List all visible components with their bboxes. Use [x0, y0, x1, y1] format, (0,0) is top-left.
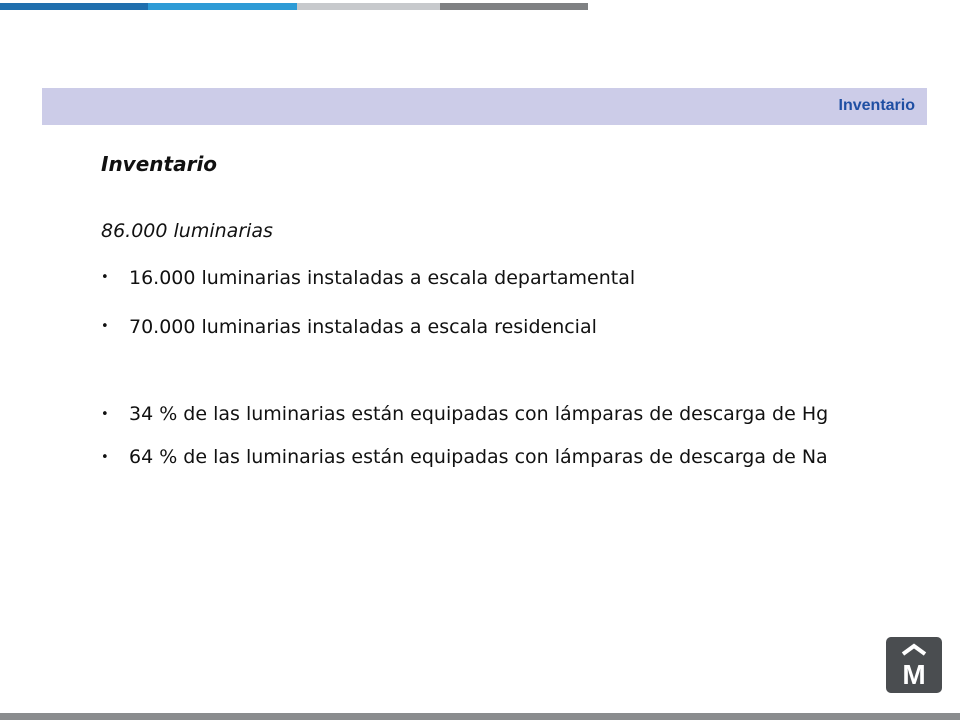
list-item — [101, 313, 941, 341]
header-label: Inventario — [838, 97, 915, 114]
stripe-light-gray — [297, 3, 440, 10]
slide-title: Inventario — [101, 152, 218, 176]
bullet-text: 64 % de las luminarias están equipadas con lámparas de descarga de Na — [129, 446, 828, 468]
stripe-dark-blue — [0, 3, 148, 10]
stripe-dark-gray — [440, 3, 588, 10]
bullet-icon: • — [101, 450, 109, 465]
university-logo-icon — [886, 637, 942, 693]
stripe-light-blue — [148, 3, 297, 10]
bottom-bar — [0, 713, 960, 720]
slide-subtitle: 86.000 luminarias — [101, 220, 273, 242]
bullet-text: 16.000 luminarias instaladas a escala departamental — [129, 267, 636, 289]
slide-content — [101, 152, 941, 478]
logo-graphic — [886, 637, 942, 693]
bullet-text: 34 % de las luminarias están equipadas con lámparas de descarga de Hg — [129, 403, 829, 425]
bullet-text: 70.000 luminarias instaladas a escala residencial — [129, 316, 597, 338]
list-item — [101, 264, 941, 292]
bullet-icon: • — [101, 319, 109, 334]
list-item — [101, 394, 941, 435]
header-band — [42, 88, 927, 125]
logo-letter: M — [902, 659, 926, 690]
bullet-list — [101, 264, 941, 478]
top-color-stripes — [0, 3, 588, 10]
bullet-icon: • — [101, 270, 109, 285]
bullet-icon: • — [101, 407, 109, 422]
list-item — [101, 437, 941, 478]
